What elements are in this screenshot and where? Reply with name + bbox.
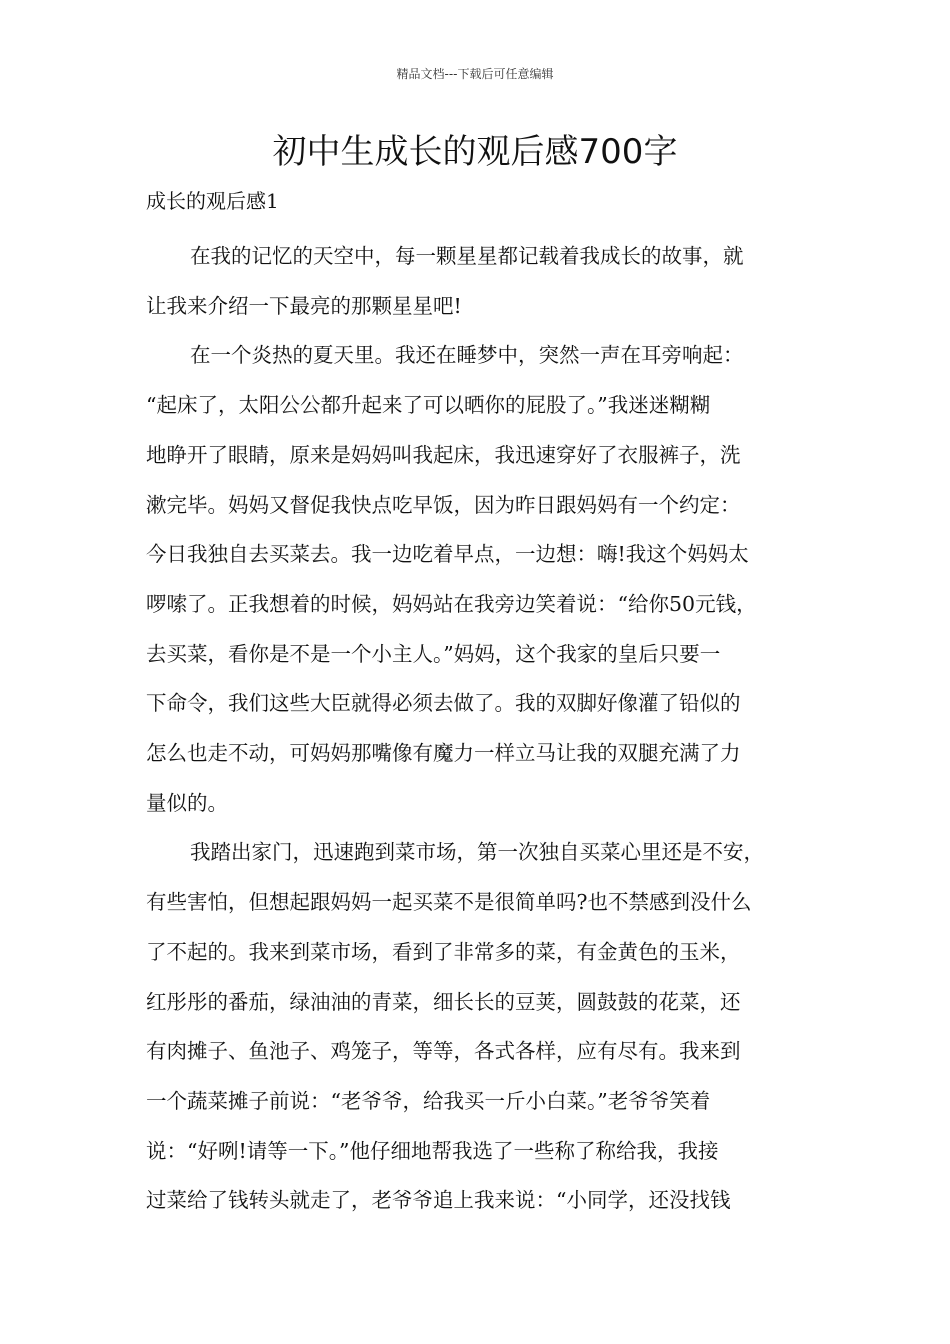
text-line: 漱完毕。妈妈又督促我快点吃早饭，因为昨日跟妈妈有一个约定： xyxy=(146,492,741,517)
text-line: 下命令，我们这些大臣就得必须去做了。我的双脚好像灌了铅似的 xyxy=(146,691,741,716)
text-line: “起床了，太阳公公都升起来了可以晒你的屁股了。”我迷迷糊糊 xyxy=(146,393,711,418)
text-line: 怎么也走不动，可妈妈那嘴像有魔力一样立马让我的双腿充满了力 xyxy=(146,741,741,766)
paragraph xyxy=(146,232,812,331)
page-header: 精品文档---下载后可任意编辑 xyxy=(396,67,554,81)
text-line: 说：“好咧!请等一下。”他仔细地帮我选了一些称了称给我，我接 xyxy=(146,1138,719,1163)
text-line: 啰嗦了。正我想着的时候，妈妈站在我旁边笑着说：“给你50元钱， xyxy=(146,591,757,616)
text-line: 今日我独自去买菜去。我一边吃着早点，一边想：嗨!我这个妈妈太 xyxy=(146,542,749,567)
text-line: 在我的记忆的天空中，每一颗星星都记载着我成长的故事，就 xyxy=(190,244,744,268)
section-heading: 成长的观后感1 xyxy=(146,189,279,213)
text-line: 在一个炎热的夏天里。我还在睡梦中，突然一声在耳旁响起： xyxy=(190,343,744,368)
text-line: 一个蔬菜摊子前说：“老爷爷，给我买一斤小白菜。”老爷爷笑着 xyxy=(146,1088,711,1113)
text-line: 有些害怕，但想起跟妈妈一起买菜不是很简单吗?也不禁感到没什么 xyxy=(146,890,752,915)
paragraph xyxy=(146,828,812,1226)
document-title: 初中生成长的观后感700字 xyxy=(272,132,678,172)
text-line: 了不起的。我来到菜市场，看到了非常多的菜，有金黄色的玉米， xyxy=(146,939,741,964)
text-line: 我踏出家门，迅速跑到菜市场，第一次独自买菜心里还是不安， xyxy=(190,840,764,865)
text-line: 过菜给了钱转头就走了，老爷爷追上我来说：“小同学，还没找钱 xyxy=(146,1188,731,1213)
text-line: 量似的。 xyxy=(146,790,228,815)
text-line: 红彤彤的番茄，绿油油的青菜，细长长的豆荚，圆鼓鼓的花菜，还 xyxy=(146,989,741,1014)
text-line: 有肉摊子、鱼池子、鸡笼子，等等，各式各样，应有尽有。我来到 xyxy=(146,1039,741,1064)
body-text xyxy=(146,232,812,1226)
text-line: 去买菜，看你是不是一个小主人。”妈妈，这个我家的皇后只要一 xyxy=(146,641,721,666)
paragraph xyxy=(146,331,812,828)
text-line: 让我来介绍一下最亮的那颗星星吧! xyxy=(146,293,462,318)
text-line: 地睁开了眼睛，原来是妈妈叫我起床，我迅速穿好了衣服裤子，洗 xyxy=(146,442,741,467)
